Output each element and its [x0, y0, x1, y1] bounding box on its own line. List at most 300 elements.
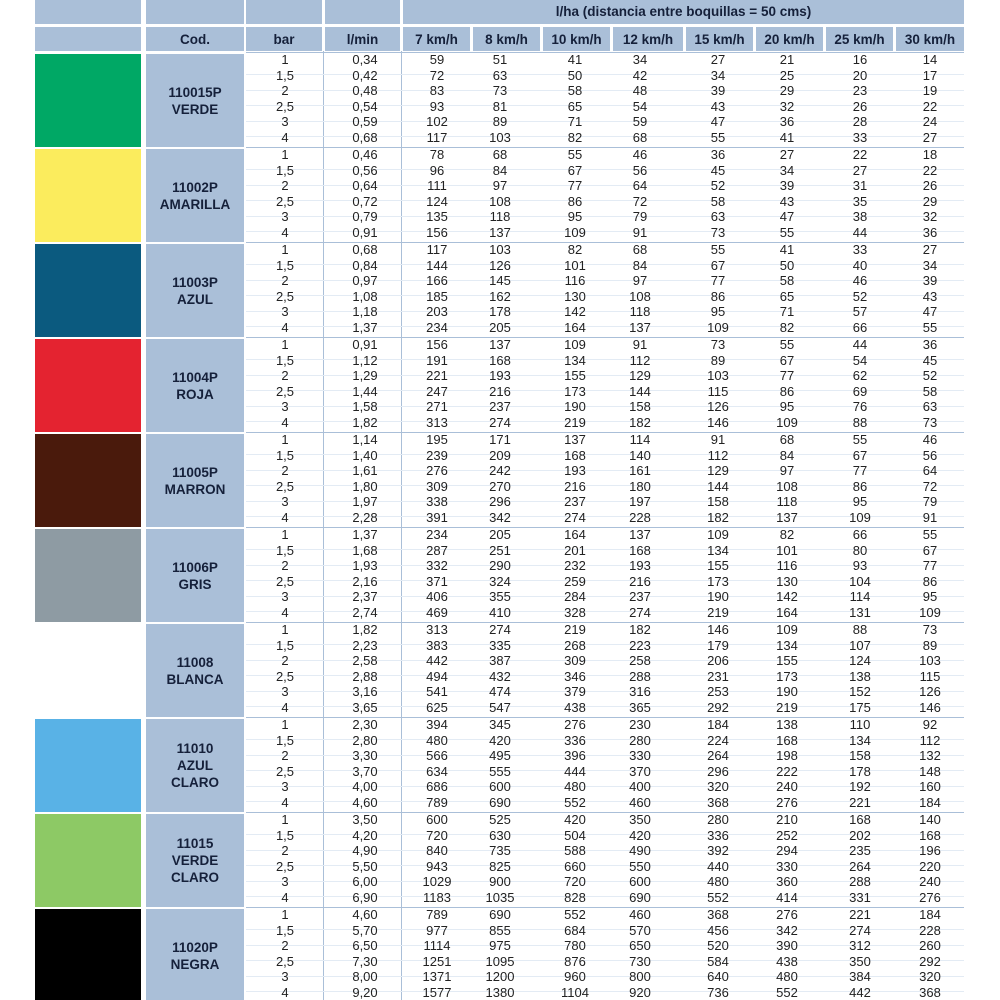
cell-12kmh: 197	[629, 494, 651, 509]
cell-lmin: 0,56	[352, 162, 378, 178]
cell-8kmh: 432	[489, 668, 511, 684]
cell-7kmh: 195	[426, 432, 448, 447]
cell-lmin: 0,48	[352, 83, 378, 98]
cell-15kmh: 58	[710, 193, 726, 209]
cell-12kmh: 112	[629, 352, 651, 368]
cell-25kmh: 202	[849, 827, 871, 843]
cell-lmin: 2,58	[352, 653, 378, 668]
cell-30kmh: 17	[922, 67, 938, 83]
cell-lmin: 2,88	[352, 668, 378, 684]
cell-12kmh: 158	[629, 399, 651, 414]
cell-25kmh: 192	[849, 779, 871, 794]
cell-8kmh: 118	[489, 209, 511, 224]
cell-15kmh: 103	[707, 368, 729, 383]
cell-30kmh: 52	[922, 368, 938, 383]
cell-lmin: 1,82	[352, 414, 378, 430]
nozzle-code-line: 11010	[176, 741, 214, 756]
column-header: 12 km/h	[622, 32, 674, 47]
cell-12kmh: 330	[629, 748, 651, 763]
cell-30kmh: 109	[919, 604, 941, 620]
cell-10kmh: 193	[564, 463, 586, 478]
cell-lmin: 4,00	[352, 779, 378, 794]
cell-10kmh: 444	[564, 763, 586, 779]
cell-12kmh: 460	[629, 907, 651, 922]
cell-20kmh: 68	[779, 432, 795, 447]
header-blank-bar	[246, 0, 322, 24]
cell-30kmh: 14	[922, 52, 938, 67]
cell-15kmh: 55	[710, 129, 726, 145]
cell-8kmh: 420	[489, 732, 511, 748]
cell-7kmh: 634	[426, 763, 448, 779]
cell-lmin: 5,70	[352, 922, 378, 938]
cell-8kmh: 1380	[485, 984, 515, 1000]
cell-20kmh: 222	[776, 763, 798, 779]
cell-lmin: 1,40	[352, 447, 378, 463]
cell-30kmh: 184	[919, 907, 941, 922]
cell-8kmh: 242	[489, 463, 511, 478]
cell-15kmh: 456	[707, 922, 729, 938]
cell-bar: 1	[281, 52, 289, 67]
cell-8kmh: 270	[489, 478, 511, 494]
cell-bar: 4	[281, 414, 289, 430]
cell-lmin: 0,91	[352, 337, 378, 352]
cell-20kmh: 138	[776, 717, 798, 732]
cell-25kmh: 274	[849, 922, 871, 938]
cell-10kmh: 164	[564, 319, 586, 335]
cell-20kmh: 342	[776, 922, 798, 938]
cell-7kmh: 191	[426, 352, 448, 368]
cell-7kmh: 383	[426, 637, 448, 653]
cell-20kmh: 67	[779, 352, 795, 368]
cell-20kmh: 294	[776, 843, 798, 858]
cell-30kmh: 19	[922, 83, 938, 98]
cell-8kmh: 690	[489, 907, 511, 922]
cell-8kmh: 193	[489, 368, 511, 383]
cell-12kmh: 56	[632, 162, 648, 178]
cell-15kmh: 126	[707, 399, 729, 414]
cell-10kmh: 77	[567, 178, 583, 193]
cell-25kmh: 38	[852, 209, 868, 224]
cell-lmin: 0,46	[352, 147, 378, 162]
cell-30kmh: 67	[922, 542, 938, 558]
nozzle-code-line: MARRON	[164, 481, 226, 497]
cell-8kmh: 335	[489, 637, 511, 653]
cell-15kmh: 47	[710, 114, 726, 129]
cell-25kmh: 57	[852, 304, 868, 319]
cell-30kmh: 36	[922, 337, 938, 352]
cell-20kmh: 29	[779, 83, 795, 98]
cell-lmin: 6,50	[352, 938, 378, 953]
cell-bar: 4	[281, 794, 289, 810]
cell-8kmh: 410	[489, 604, 511, 620]
cell-10kmh: 720	[564, 874, 586, 889]
cell-lmin: 0,68	[352, 242, 378, 257]
cell-10kmh: 142	[564, 304, 586, 319]
cell-7kmh: 1183	[423, 889, 451, 905]
cell-7kmh: 156	[426, 224, 448, 240]
cell-lmin: 0,79	[352, 209, 378, 224]
cell-lmin: 1,82	[352, 622, 378, 637]
cell-8kmh: 68	[492, 147, 508, 162]
cell-20kmh: 109	[776, 622, 798, 637]
cell-lmin: 3,16	[352, 684, 378, 699]
cell-25kmh: 264	[849, 858, 871, 874]
cell-8kmh: 474	[489, 684, 511, 699]
cell-lmin: 1,29	[352, 368, 378, 383]
cell-lmin: 9,20	[352, 984, 378, 1000]
cell-30kmh: 140	[919, 812, 941, 827]
cell-15kmh: 95	[710, 304, 726, 319]
cell-7kmh: 102	[426, 114, 448, 129]
cell-bar: 2,5	[275, 193, 295, 209]
cell-20kmh: 210	[776, 812, 798, 827]
cell-bar: 1,5	[275, 922, 295, 938]
nozzle-code-line: GRIS	[178, 576, 212, 592]
nozzle-color-swatch	[35, 149, 141, 242]
cell-lmin: 6,00	[352, 874, 378, 889]
cell-bar: 4	[281, 889, 289, 905]
cell-10kmh: 82	[567, 129, 583, 145]
cell-8kmh: 84	[492, 162, 508, 178]
cell-lmin: 0,91	[352, 224, 378, 240]
cell-7kmh: 566	[426, 748, 448, 763]
cell-7kmh: 78	[429, 147, 445, 162]
cell-lmin: 1,18	[352, 304, 378, 319]
cell-12kmh: 168	[629, 542, 651, 558]
cell-25kmh: 52	[852, 288, 868, 304]
cell-10kmh: 336	[564, 732, 586, 748]
cell-8kmh: 525	[489, 812, 511, 827]
cell-7kmh: 72	[429, 67, 445, 83]
cell-8kmh: 1095	[485, 953, 515, 969]
cell-25kmh: 107	[849, 637, 871, 653]
cell-8kmh: 251	[489, 542, 511, 558]
cell-8kmh: 97	[492, 178, 508, 193]
cell-bar: 2,5	[275, 98, 295, 114]
nozzle-code-line: AMARILLA	[159, 196, 231, 212]
cell-10kmh: 137	[564, 432, 586, 447]
nozzle-code	[146, 244, 244, 337]
cell-10kmh: 552	[564, 794, 586, 810]
cell-25kmh: 27	[852, 162, 868, 178]
cell-10kmh: 346	[564, 668, 586, 684]
cell-lmin: 4,20	[352, 827, 378, 843]
column-header: l/min	[346, 32, 379, 47]
cell-8kmh: 290	[489, 558, 511, 573]
cell-8kmh: 1200	[485, 969, 515, 984]
cell-7kmh: 541	[426, 684, 448, 699]
cell-8kmh: 168	[489, 352, 511, 368]
cell-bar: 1	[281, 432, 289, 447]
cell-25kmh: 86	[852, 478, 868, 494]
cell-7kmh: 1371	[422, 969, 452, 984]
column-header: 20 km/h	[764, 32, 815, 47]
cell-25kmh: 88	[852, 414, 868, 430]
cell-15kmh: 158	[707, 494, 729, 509]
cell-20kmh: 330	[776, 858, 798, 874]
cell-7kmh: 96	[429, 162, 445, 178]
header-blank-lmin	[325, 0, 400, 24]
cell-20kmh: 134	[776, 637, 798, 653]
cell-20kmh: 50	[779, 257, 795, 273]
cell-25kmh: 110	[849, 717, 871, 732]
nozzle-color-swatch	[35, 339, 141, 432]
cell-15kmh: 39	[710, 83, 726, 98]
cell-8kmh: 73	[492, 83, 508, 98]
cell-30kmh: 27	[922, 242, 938, 257]
cell-bar: 2,5	[275, 383, 295, 399]
cell-8kmh: 345	[489, 717, 511, 732]
cell-30kmh: 34	[922, 257, 938, 273]
cell-15kmh: 292	[707, 699, 729, 715]
cell-lmin: 1,58	[352, 399, 378, 414]
cell-15kmh: 34	[710, 67, 726, 83]
cell-15kmh: 368	[707, 907, 729, 922]
cell-30kmh: 368	[919, 984, 941, 1000]
cell-30kmh: 56	[922, 447, 938, 463]
nozzle-color-swatch	[35, 54, 141, 147]
cell-8kmh: 975	[489, 938, 511, 953]
nozzle-code-line: CLARO	[171, 870, 219, 885]
cell-15kmh: 336	[707, 827, 729, 843]
cell-7kmh: 144	[426, 257, 448, 273]
cell-lmin: 2,30	[352, 717, 378, 732]
cell-10kmh: 109	[564, 337, 586, 352]
cell-25kmh: 168	[849, 812, 871, 827]
cell-12kmh: 84	[632, 257, 648, 273]
cell-12kmh: 550	[629, 858, 651, 874]
cell-bar: 2	[281, 368, 289, 383]
cell-bar: 1	[281, 527, 289, 542]
column-header: 7 km/h	[415, 32, 458, 47]
cell-10kmh: 284	[564, 589, 586, 604]
cell-12kmh: 46	[632, 147, 648, 162]
cell-25kmh: 44	[852, 224, 868, 240]
cell-15kmh: 36	[710, 147, 726, 162]
cell-25kmh: 178	[849, 763, 871, 779]
cell-20kmh: 97	[779, 463, 795, 478]
cell-bar: 1,5	[275, 827, 295, 843]
cell-10kmh: 219	[564, 622, 586, 637]
cell-10kmh: 67	[567, 162, 583, 178]
cell-7kmh: 234	[426, 527, 448, 542]
column-header: 10 km/h	[551, 32, 602, 47]
cell-12kmh: 182	[629, 414, 651, 430]
cell-20kmh: 480	[776, 969, 798, 984]
cell-lmin: 0,84	[352, 257, 378, 273]
cell-30kmh: 292	[919, 953, 941, 969]
cell-12kmh: 570	[629, 922, 651, 938]
cell-25kmh: 66	[852, 319, 868, 335]
cell-10kmh: 219	[564, 414, 586, 430]
cell-12kmh: 68	[632, 129, 648, 145]
cell-30kmh: 89	[922, 637, 938, 653]
cell-15kmh: 129	[707, 463, 729, 478]
cell-25kmh: 109	[849, 509, 871, 525]
cell-bar: 2,5	[275, 668, 295, 684]
cell-lmin: 7,30	[352, 953, 378, 969]
nozzle-color-swatch	[35, 529, 141, 622]
cell-20kmh: 360	[776, 874, 798, 889]
cell-8kmh: 900	[489, 874, 511, 889]
cell-lmin: 1,80	[352, 478, 378, 494]
cell-15kmh: 144	[707, 478, 729, 494]
cell-lmin: 5,50	[352, 858, 378, 874]
cell-bar: 1	[281, 622, 289, 637]
cell-lmin: 0,72	[352, 193, 378, 209]
cell-lmin: 3,50	[352, 812, 378, 827]
cell-25kmh: 22	[852, 147, 868, 162]
cell-20kmh: 39	[779, 178, 795, 193]
cell-20kmh: 276	[776, 794, 798, 810]
cell-20kmh: 82	[779, 319, 795, 335]
cell-bar: 3	[281, 209, 289, 224]
cell-lmin: 4,60	[352, 907, 378, 922]
cell-12kmh: 59	[632, 114, 648, 129]
nozzle-code-line: 110015P	[168, 84, 222, 100]
cell-12kmh: 180	[629, 478, 651, 494]
cell-7kmh: 276	[426, 463, 448, 478]
cell-15kmh: 91	[710, 432, 726, 447]
cell-7kmh: 391	[426, 509, 448, 525]
cell-20kmh: 82	[779, 527, 795, 542]
cell-8kmh: 178	[489, 304, 511, 319]
cell-12kmh: 237	[629, 589, 651, 604]
cell-10kmh: 65	[567, 98, 583, 114]
cell-12kmh: 64	[632, 178, 648, 193]
cell-10kmh: 379	[564, 684, 586, 699]
cell-20kmh: 71	[779, 304, 795, 319]
cell-10kmh: 420	[564, 812, 586, 827]
cell-20kmh: 95	[779, 399, 795, 414]
cell-12kmh: 140	[629, 447, 651, 463]
cell-12kmh: 34	[632, 52, 648, 67]
cell-25kmh: 44	[852, 337, 868, 352]
cell-30kmh: 72	[922, 478, 938, 494]
cell-15kmh: 184	[707, 717, 729, 732]
cell-bar: 2	[281, 178, 289, 193]
cell-10kmh: 396	[564, 748, 586, 763]
cell-30kmh: 132	[919, 748, 941, 763]
cell-bar: 1,5	[275, 67, 295, 83]
cell-30kmh: 196	[919, 843, 941, 858]
cell-30kmh: 112	[919, 732, 941, 748]
cell-15kmh: 253	[707, 684, 729, 699]
nozzle-code-line: VERDE	[171, 853, 219, 868]
cell-7kmh: 406	[426, 589, 448, 604]
cell-bar: 2,5	[275, 573, 295, 589]
cell-25kmh: 331	[849, 889, 871, 905]
cell-30kmh: 18	[922, 147, 938, 162]
cell-15kmh: 264	[707, 748, 729, 763]
cell-15kmh: 320	[707, 779, 729, 794]
nozzle-code-line: VERDE	[171, 101, 219, 117]
cell-20kmh: 390	[776, 938, 798, 953]
cell-25kmh: 221	[849, 907, 871, 922]
cell-30kmh: 146	[919, 699, 941, 715]
cell-15kmh: 552	[707, 889, 729, 905]
cell-20kmh: 58	[779, 273, 795, 288]
cell-15kmh: 206	[707, 653, 729, 668]
cell-10kmh: 237	[564, 494, 586, 509]
cell-8kmh: 555	[489, 763, 511, 779]
cell-15kmh: 73	[710, 224, 726, 240]
cell-30kmh: 95	[922, 589, 938, 604]
cell-10kmh: 259	[564, 573, 586, 589]
cell-12kmh: 370	[629, 763, 651, 779]
nozzle-code-line: 11006P	[172, 559, 218, 575]
cell-7kmh: 1251	[422, 953, 452, 969]
cell-bar: 3	[281, 494, 289, 509]
cell-lmin: 4,60	[352, 794, 378, 810]
cell-7kmh: 1114	[423, 938, 451, 953]
cell-20kmh: 21	[779, 52, 795, 67]
nozzle-code	[146, 54, 244, 147]
cell-7kmh: 1577	[422, 984, 452, 1000]
cell-15kmh: 89	[710, 352, 726, 368]
cell-10kmh: 50	[567, 67, 583, 83]
cell-7kmh: 442	[426, 653, 448, 668]
header-col-swatch	[35, 27, 141, 51]
cell-7kmh: 943	[426, 858, 448, 874]
cell-lmin: 1,68	[352, 542, 378, 558]
cell-30kmh: 26	[922, 178, 938, 193]
cell-10kmh: 164	[564, 527, 586, 542]
cell-25kmh: 55	[852, 432, 868, 447]
cell-10kmh: 41	[567, 52, 583, 67]
cell-30kmh: 86	[922, 573, 938, 589]
cell-7kmh: 117	[426, 129, 448, 145]
cell-7kmh: 111	[427, 178, 447, 193]
cell-10kmh: 552	[564, 907, 586, 922]
cell-30kmh: 27	[922, 129, 938, 145]
cell-bar: 2	[281, 748, 289, 763]
nozzle-color-swatch	[35, 814, 141, 907]
nozzle-color-swatch	[35, 624, 141, 717]
cell-8kmh: 103	[489, 129, 511, 145]
cell-10kmh: 828	[564, 889, 586, 905]
nozzle-code-line: 11002P	[172, 179, 218, 195]
cell-7kmh: 287	[426, 542, 448, 558]
cell-30kmh: 103	[919, 653, 941, 668]
cell-8kmh: 103	[489, 242, 511, 257]
cell-25kmh: 76	[852, 399, 868, 414]
cell-10kmh: 960	[564, 969, 586, 984]
cell-12kmh: 650	[629, 938, 651, 953]
cell-bar: 2,5	[275, 478, 295, 494]
cell-25kmh: 350	[849, 953, 871, 969]
cell-15kmh: 440	[707, 858, 729, 874]
cell-lmin: 3,70	[352, 763, 378, 779]
column-header: bar	[273, 32, 295, 47]
cell-8kmh: 735	[489, 843, 511, 858]
cell-20kmh: 116	[776, 558, 798, 573]
cell-15kmh: 115	[707, 383, 729, 399]
cell-30kmh: 29	[922, 193, 938, 209]
cell-25kmh: 80	[852, 542, 868, 558]
cell-15kmh: 736	[707, 984, 729, 1000]
cell-30kmh: 148	[919, 763, 941, 779]
cell-10kmh: 876	[564, 953, 586, 969]
cell-30kmh: 24	[922, 114, 938, 129]
cell-30kmh: 276	[919, 889, 941, 905]
cell-15kmh: 584	[707, 953, 729, 969]
cell-7kmh: 124	[426, 193, 448, 209]
cell-8kmh: 216	[489, 383, 511, 399]
cell-10kmh: 155	[564, 368, 586, 383]
cell-12kmh: 182	[629, 622, 651, 637]
nozzle-code-line: AZUL	[177, 291, 213, 307]
